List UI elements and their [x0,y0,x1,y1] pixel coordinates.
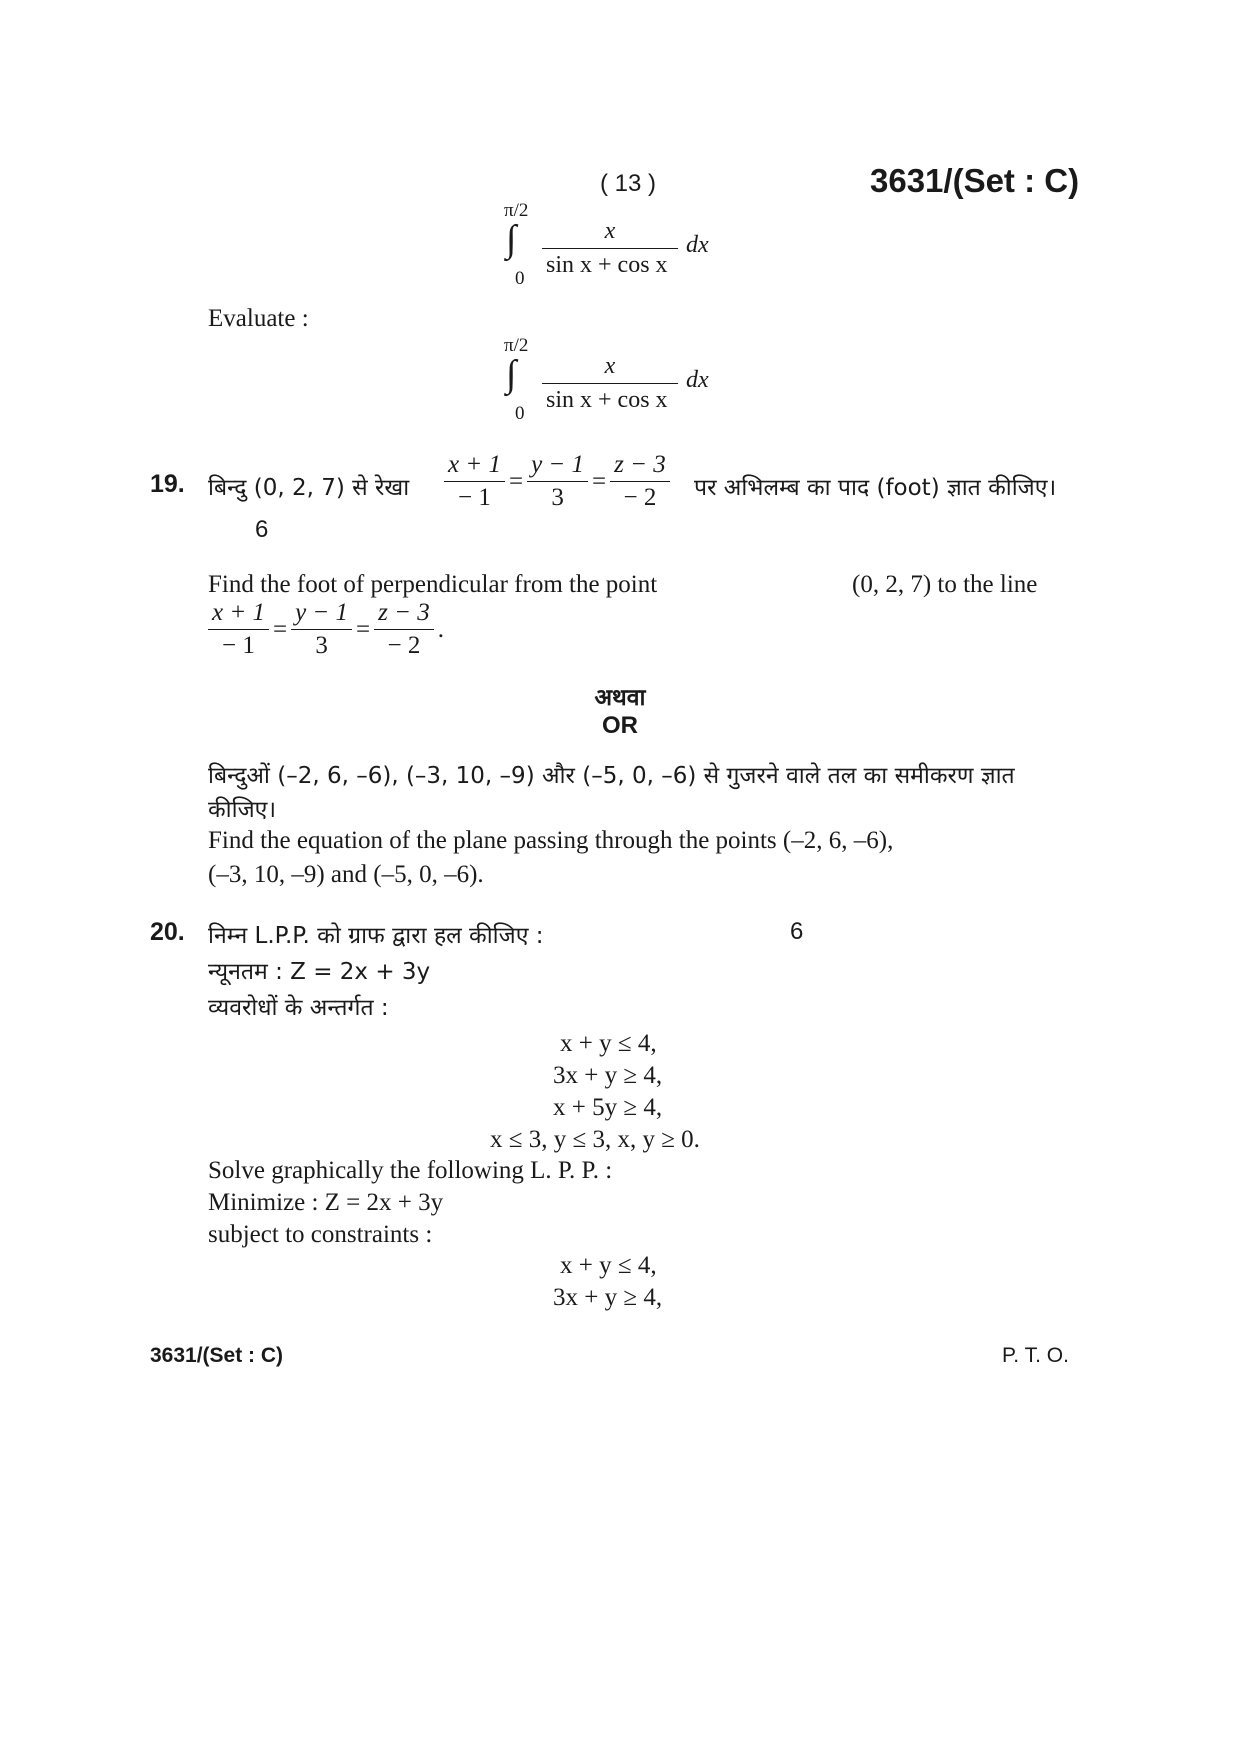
q20-hindi-subject: व्यवरोधों के अन्तर्गत : [208,995,389,1021]
set-code-footer: 3631/(Set : C) [150,1344,284,1367]
integral-differential: dx [686,367,709,393]
question-number-20: 20. [150,918,185,946]
frac-den: − 1 [222,632,255,659]
q19-english-text: Find the foot of perpendicular from the point [208,571,658,598]
q20-hindi-title: निम्न L.P.P. को ग्राफ द्वारा हल कीजिए : [208,923,544,949]
constraint-line: x + y ≤ 4, [560,1030,657,1057]
frac-den: − 2 [387,632,421,659]
frac-num: y − 1 [291,598,352,630]
q19-alt-hindi-line1: बिन्दुओं (–2, 6, –6), (–3, 10, –9) और (–5, 0, –6) से गुजरने वाले तल का समीकरण ज्ञात [208,763,1015,789]
equals-sign: = [272,615,288,643]
q20-marks: 6 [790,918,804,945]
q20-english-title: Solve graphically the following L. P. P. : [208,1157,613,1184]
integral-lower-limit: 0 [515,268,525,289]
equals-sign: = [592,467,607,495]
integral-expression-1 [490,200,750,300]
q19-line-equation-hindi [440,450,674,513]
integral-sign: ∫ [506,353,517,395]
or-english: OR [602,712,638,739]
q19-hindi-post: पर अभिलम्ब का पाद (foot) ज्ञात कीजिए। [694,475,1057,501]
frac-den: − 1 [458,484,491,511]
integral-upper-limit: π/2 [504,335,529,356]
frac-den: − 2 [623,484,657,511]
question-number-19: 19. [150,470,185,498]
integral-numerator: x [604,353,616,379]
frac-num: x + 1 [208,598,269,630]
integral-numerator: x [604,218,616,244]
q19-alt-hindi-line2: कीजिए। [208,797,277,823]
integral-sign: ∫ [506,218,517,260]
integral-lower-limit: 0 [515,403,525,424]
q19-alt-english-line1: Find the equation of the plane passing through the points (–2, 6, –6), [208,827,894,854]
q19-alt-english-line2: (–3, 10, –9) and (–5, 0, –6). [208,861,484,888]
integral-denominator: sin x + cos x [546,387,668,413]
evaluate-label: Evaluate : [208,305,309,332]
q19-hindi-line [208,450,1088,522]
frac-num: z − 3 [610,450,670,482]
fraction-bar [542,248,678,249]
constraint-line: x + 5y ≥ 4, [553,1094,663,1121]
q20-english-subject: subject to constraints : [208,1221,433,1248]
integral-upper-limit: π/2 [504,200,529,221]
pto-label: P. T. O. [1002,1344,1069,1367]
or-hindi: अथवा [594,685,646,711]
integral-denominator: sin x + cos x [546,252,668,278]
frac-num: z − 3 [374,598,434,630]
equals-sign: = [508,467,524,495]
constraint-line: 3x + y ≥ 4, [553,1284,663,1311]
period: . [437,615,445,643]
constraint-line: x ≤ 3, y ≤ 3, x, y ≥ 0. [490,1126,700,1153]
constraint-line: x + y ≤ 4, [560,1252,657,1279]
frac-num: x + 1 [444,450,505,482]
equals-sign: = [356,615,371,643]
page-number: ( 13 ) [600,170,657,197]
q20-hindi-minimize: न्यूनतम : Z = 2x + 3y [208,959,431,985]
constraint-line: 3x + y ≥ 4, [553,1062,663,1089]
set-code-header: 3631/(Set : C) [870,162,1080,199]
q19-hindi-pre: बिन्दु (0, 2, 7) से रेखा [208,475,410,501]
q19-english-point: (0, 2, 7) to the line [852,571,1038,598]
frac-den: 3 [315,632,328,659]
frac-num: y − 1 [527,450,588,482]
fraction-bar [542,383,678,384]
q20-english-minimize: Minimize : Z = 2x + 3y [208,1189,444,1216]
q19-line-equation-english [208,598,444,661]
integral-differential: dx [686,232,709,258]
integral-expression-2 [490,335,750,435]
q19-marks: 6 [255,516,269,543]
frac-den: 3 [551,484,564,511]
